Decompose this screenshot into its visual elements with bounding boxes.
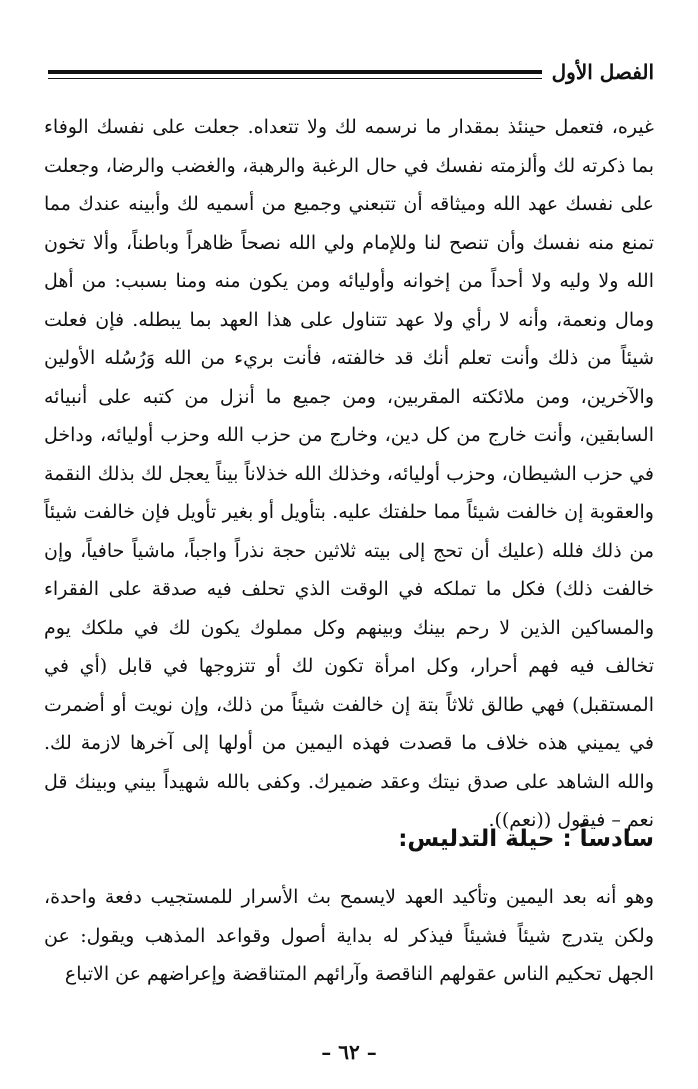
section-text-block xyxy=(44,878,654,994)
main-text-block xyxy=(44,108,654,840)
paragraph-oath-text: غيره، فتعمل حينئذ بمقدار ما نرسمه لك ولا تتعداه. جعلت على نفسك الوفاء بما ذكرته لك وألزمته نفسك في حال الرغبة والرهبة، والغضب والرضا، وجعلت على نفسك عهد الله وميثاقه أن تتبعني وجميع من أسميه لك وأبينه عندك مما تمنع منه نفسك وأن تنصح لنا وللإمام ولي الله نصحاً ظاهراً وباطناً، وألا تخون الله ولا وليه ولا أحداً من إخوانه وأوليائه ومن يكون منه ومنا بسبب: من أهل ومال ونعمة، وأنه لا رأي ولا عهد تتناول على هذا العهد بما يبطله. فإن فعلت شيئاً من ذلك وأنت تعلم أنك قد خالفته، فأنت بريء من الله وَرُسُله الأولين والآخرين، ومن ملائكته المقربين، ومن جميع ما أنزل من كتبه على أنبيائه السابقين، وأنت خارج من كل دين، وخارج من حزب الله وحزب أوليائه، وداخل في حزب الشيطان، وحزب أوليائه، وخذلك الله خذلاناً بيناً يعجل لك بذلك النقمة والعقوبة إن خالفت شيئاً مما حلفتك عليه. بتأويل أو بغير تأويل فإن خالفت شيئاً من ذلك فلله (عليك أن تحج إلى بيته ثلاثين حجة نذراً واجباً، ماشياً حافياً، وإن خالفت ذلك) فكل ما تملكه في الوقت الذي تحلف فيه صدقة على الفقراء والمساكين الذين لا رحم بينك وبينهم وكل مملوك يكون لك في ملكك يوم تخالف فيه فهم أحرار، وكل امرأة تكون لك أو تتزوجها في قابل (أي في المستقبل) فهي طالق ثلاثاً بتة إن خالفت شيئاً من ذلك، وإن نويت أو أضمرت في يميني هذه خلاف ما قصدت فهذه اليمين من أولها إلى آخرها لازمة لك. والله الشاهد على صدق نيتك وعقد ضميرك. وكفى بالله شهيداً بيني وبينك قل نعم – فيقول ((نعم)). xyxy=(44,116,654,831)
chapter-title: الفصل الأول xyxy=(551,60,654,84)
paragraph-deception-text: وهو أنه بعد اليمين وتأكيد العهد لايسمح بث الأسرار للمستجيب دفعة واحدة، ولكن يتدرج شيئاً فشيئاً فيذكر له بداية أصول وقواعد المذهب ويقول: عن الجهل تحكيم الناس عقولهم الناقصة وآرائهم المتناقضة وإعراضهم عن الاتباع xyxy=(44,886,654,985)
running-header xyxy=(40,60,654,92)
section-heading: سادساً : حيلة التدليس: xyxy=(398,826,654,852)
page-number: – ٦٢ – xyxy=(321,1040,377,1064)
header-rule-thick xyxy=(48,70,542,74)
header-rule-thin xyxy=(48,78,542,79)
